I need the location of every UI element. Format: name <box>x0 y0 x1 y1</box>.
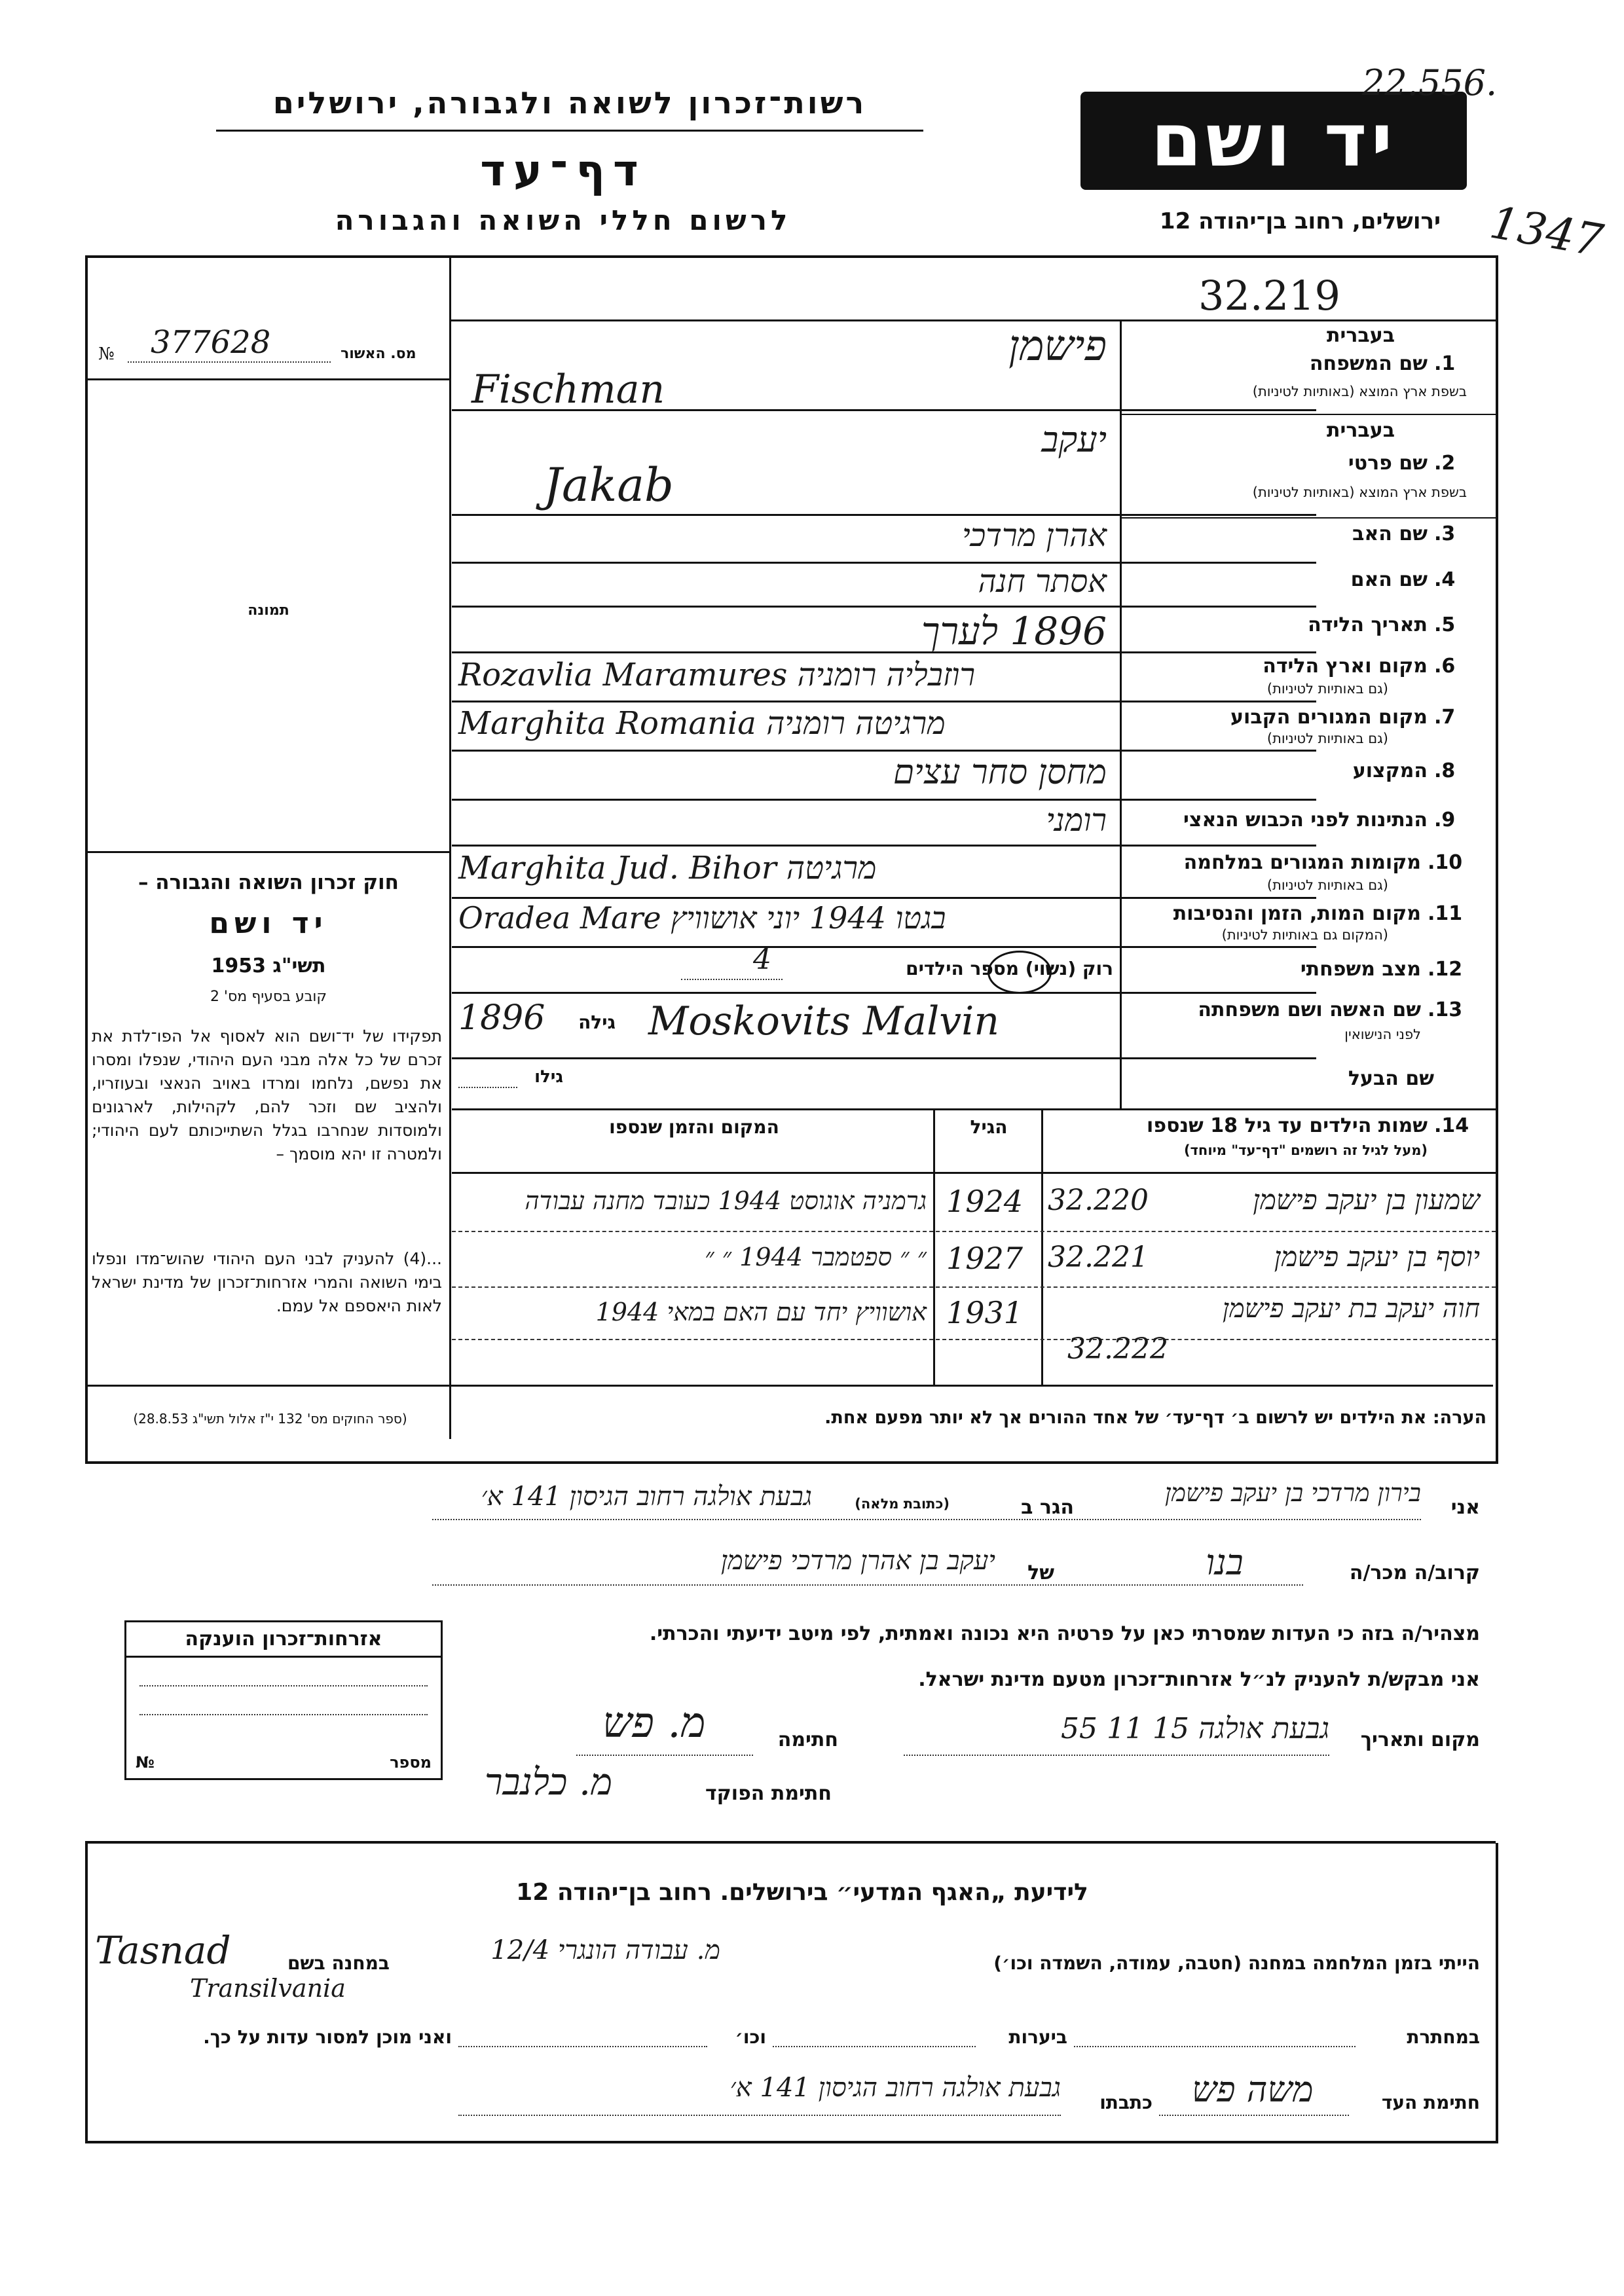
field-13-label: שם האשה ושם משפחתה <box>1198 998 1421 1021</box>
children-count-line <box>681 979 783 980</box>
field-11-num: 11. <box>1428 902 1463 925</box>
form-subtitle: לרשום חללי השואה והגבורה <box>335 204 792 236</box>
decl-line1: מצהיר/ה בזה כי העדות שמסרתי כאן על פרטיה היא נכונה ואמתית, לפי מיטב ידיעתי והכרתי. <box>649 1622 1480 1645</box>
field-1-heb-tag: בעברית <box>1327 324 1395 347</box>
bottom-line1: הייתי בזמן המלחמה במחנה (חטבה, עמודה, השמדה וכו׳) <box>993 1952 1480 1974</box>
row-sep-10 <box>452 897 1316 899</box>
child-3-no: 32.222 <box>1067 1332 1168 1366</box>
field-3-hw: אהרן מרדכי <box>962 517 1107 554</box>
child-row-line-3 <box>452 1339 1496 1340</box>
field-6-num: 6. <box>1434 655 1456 678</box>
husband-age-label: גילו <box>534 1067 563 1087</box>
bottom-title: לידיעת „האגף המדעי״ בירושלים. רחוב בן־יהודה 12 <box>516 1879 1088 1906</box>
decl-place-date-hw: גבעת אולגה 15 11 55 <box>1061 1712 1329 1745</box>
decl-relation-label: קרוב/ה מכר/ה <box>1349 1561 1480 1584</box>
field-4-label: שם האם <box>1350 568 1428 591</box>
witness-address-hw: גבעת אולגה רחוב הגיסון 141 א׳ <box>729 2073 1061 2103</box>
yad-vashem-logo <box>1080 92 1467 190</box>
address: ירושלים, רחוב בן־יהודה 12 <box>1159 208 1441 234</box>
decl-line2: אני מבקש/ת להעניק לנ״ל אזרחות־זכרון מטעם מדינת ישראל. <box>918 1668 1480 1691</box>
left-column-divider <box>449 255 451 1439</box>
field-2-label: שם פרטי <box>1348 452 1428 475</box>
field-4-hw: אסתר חנה <box>978 563 1107 600</box>
decl-relation-hw: בנו <box>1206 1542 1244 1583</box>
bottom-line1-hw: מ. עבודה הונגרי 12/4 <box>490 1935 720 1965</box>
field-11-sub: (המקום גם באותיות לטיניות) <box>1221 927 1388 943</box>
field-13-num: 13. <box>1428 998 1463 1021</box>
citizenship-box-line-1 <box>139 1685 428 1686</box>
col-age: הגיל <box>970 1116 1008 1138</box>
field-7-sub: (גם באותיות לטיניות) <box>1266 731 1388 746</box>
citizenship-box-title: אזרחות־זכרון הוענקה <box>126 1622 441 1658</box>
field-12-hw: 4 <box>753 943 771 976</box>
field-5-hw: 1896 לערך <box>921 609 1107 653</box>
citizenship-box-line-2 <box>139 1714 428 1715</box>
field-1-label: שם המשפחה <box>1309 352 1428 375</box>
field-11-hw: Oradea Mare בגטו 1944 יוני אושוויץ <box>458 900 946 936</box>
children-note: הערה: את הילדים יש לרשום ב׳ דף־עד׳ של אחד ההורים אך לא יותר מפעם אחת. <box>824 1408 1486 1428</box>
wife-age: 1896 <box>458 998 545 1038</box>
row-sep-12 <box>452 992 1316 994</box>
bottom-line-c <box>458 2046 707 2047</box>
bottom-top-rule <box>85 1841 1496 1844</box>
field-13-sub: לפני הנישואין <box>1344 1027 1421 1042</box>
child-2-no: 32.221 <box>1048 1241 1149 1274</box>
citizenship-box-sym: № <box>136 1753 155 1772</box>
photo-label: תמונה <box>248 602 289 619</box>
husband-age-line <box>458 1087 517 1088</box>
child-2-name: יוסף בן יעקב פישמן <box>1274 1241 1480 1273</box>
husband-label: שם הבעל <box>1348 1067 1434 1090</box>
bottom-ready: ואני מוכן למסור עדות על כך. <box>203 2026 452 2048</box>
child-1-name: שמעון בן יעקב פישמן <box>1253 1184 1480 1216</box>
sheet-number: 32.219 <box>1198 272 1340 319</box>
child-3-age: 1931 <box>946 1295 1024 1330</box>
field-7-label: מקום המגורים הקבוע <box>1230 706 1428 729</box>
bottom-line1-latin2: Transilvania <box>190 1974 346 2003</box>
field-13-hw: Moskovits Malvin <box>648 998 1000 1044</box>
logo-text: יד ושם <box>1151 98 1397 183</box>
bottom-line-a <box>1074 2046 1356 2047</box>
field-10-hw: Marghita Jud. Bihor מרגיטה <box>458 850 877 886</box>
decl-address-hw: גבעת אולגה רחוב הגיסון 141 א׳ <box>481 1482 812 1512</box>
field-1-hw-latin: Fischman <box>471 367 665 412</box>
row-sep-11 <box>452 946 1316 948</box>
field-10-sub: (גם באותיות לטיניות) <box>1266 877 1388 893</box>
child-row-line-1 <box>452 1231 1496 1232</box>
witness-sig-hw: משה פש <box>1192 2069 1314 2110</box>
witness-sig-line <box>1159 2115 1349 2116</box>
approval-no: 377628 <box>151 324 271 361</box>
field-10-num: 10. <box>1428 851 1463 874</box>
decl-of-hw: יעקב בן אהרן מרדכי פישמן <box>720 1546 995 1576</box>
row-sep-7 <box>452 750 1316 752</box>
field-1-sub: בשפת ארץ המוצא (באותיות לטיניות) <box>1252 384 1467 399</box>
law-clause: קובע בסעיף מס' 2 <box>210 989 327 1005</box>
handwritten-ref-top: 22.556. <box>1362 62 1498 103</box>
field-2-heb-tag: בעברית <box>1327 419 1395 442</box>
children-header-sep <box>452 1172 1496 1174</box>
field-2-hw-latin: Jakab <box>544 458 674 512</box>
child-row-line-2 <box>452 1286 1496 1288</box>
decl-i-label: אני <box>1450 1496 1480 1519</box>
row-sep-6 <box>452 701 1316 702</box>
child-1-no: 32.220 <box>1048 1184 1149 1217</box>
law-text-2: ...(4) להעניק לבני העם היהודי שהוש־מדו ונפלו בימי השואה והמרי אזרחות־זכרון של מדינת ישראל לאות היאספם אל עמם. <box>92 1249 442 1315</box>
children-subtitle: (מעל לגיל זה רושמים "דף־עד" מיוחד) <box>1183 1142 1428 1158</box>
decl-line-3 <box>904 1755 1329 1756</box>
field-10-label: מקומות המגורים במלחמה <box>1183 851 1421 874</box>
field-5-num: 5. <box>1434 613 1456 636</box>
bottom-camp-label: במחנה בשם <box>287 1952 390 1974</box>
row-sep-2b <box>1120 517 1496 519</box>
law-ref-separator <box>88 1385 1493 1387</box>
marital-options: רוק (נשוי) מספר הילדים <box>906 958 1113 979</box>
authority-name: רשות־זכרון לשואה ולגבורה, ירושלים <box>272 85 867 120</box>
child-2-place: ״ ״ ספטמבר 1944 ״ ״ <box>705 1243 927 1271</box>
child-3-name: חוה יעקב בת יעקב פישמן <box>1222 1294 1480 1324</box>
field-7-hw: Marghita Romania מרגיטה רומניה <box>458 705 946 742</box>
approval-no-line <box>128 361 331 363</box>
decl-i-hw: בירון מרדכי בן יעקב פישמן <box>1164 1478 1421 1507</box>
children-num: 14. <box>1434 1114 1469 1137</box>
law-ref: (ספר החוקים מס' 132 י"ז אלול תשי"ג 28.8.53) <box>133 1411 407 1427</box>
children-col-sep-2 <box>933 1108 935 1385</box>
field-9-hw: רומני <box>1046 802 1107 839</box>
field-1-num: 1. <box>1434 352 1456 375</box>
law-title: חוק זכרון השואה והגבורה – <box>138 871 399 894</box>
field-12-num: 12. <box>1428 958 1463 981</box>
decl-officer-label: חתימת הפוקד <box>705 1782 832 1805</box>
child-3-place: אושוויץ יחד עם האם במאי 1944 <box>595 1298 927 1326</box>
row-sep-1b <box>1120 414 1496 415</box>
field-9-num: 9. <box>1434 809 1456 831</box>
law-name: יד ושם <box>209 907 328 940</box>
row-sep-8 <box>452 799 1316 801</box>
field-6-label: מקום וארץ הלידה <box>1263 655 1428 678</box>
field-11-label: מקום המות, הזמן והנסיבות <box>1173 902 1421 925</box>
bottom-line1-latin: Tasnad <box>95 1928 231 1973</box>
field-9-label: הנתינות לפני הכבוש הנאצי <box>1183 809 1428 831</box>
law-year: תשי"ג 1953 <box>211 955 326 977</box>
decl-officer-hw: מ. כלנבר <box>485 1761 613 1804</box>
field-8-hw: מחסן סחר עצים <box>893 753 1107 792</box>
row-sep-14 <box>452 1108 1496 1110</box>
left-top-separator <box>88 378 449 380</box>
decl-line-2 <box>432 1584 1303 1586</box>
witness-sig-label: חתימת העד <box>1381 2092 1480 2113</box>
approval-no-label: מס. האשור <box>341 346 416 362</box>
bottom-partisans-label: ביערות <box>1008 2026 1067 2048</box>
field-7-num: 7. <box>1434 706 1456 729</box>
decl-resident-label: הגר ב <box>1021 1496 1074 1519</box>
witness-address-line <box>458 2115 1061 2116</box>
handwritten-ref-side: 1347 <box>1486 196 1607 268</box>
row-sep-2 <box>452 514 1316 516</box>
bottom-in-camp-label: במחתרת <box>1407 2026 1480 2048</box>
children-col-sep-1 <box>1041 1108 1043 1385</box>
label-column-divider <box>1120 319 1122 1108</box>
child-1-place: גרמניה אוגוסט 1944 כעובד מחנה עבודה <box>525 1186 927 1215</box>
child-1-age: 1924 <box>946 1184 1024 1219</box>
wife-age-label: גילה <box>578 1011 616 1033</box>
law-text: תפקידו של יד־ושם הוא לאסוף אל הפו־לדת את זכרם של כל אלה מבני העם היהודי, שנפלו ומסרו את נפשם, נלחמו ומרדו באויב הנאצי ובעוזריו, ולהציב שם וזכר להם, לקהילות, לארגונים ולמוסדות שנחרבו בגלל השתייכותם לעם היהודי; ולמטרה זו יהא מוסמך – <box>92 1027 442 1163</box>
row-sep-4 <box>452 606 1316 608</box>
bottom-line-b <box>773 2046 976 2047</box>
field-8-num: 8. <box>1434 759 1456 782</box>
field-2-hw-heb: יעקב <box>1041 419 1107 460</box>
authority-underline <box>216 130 923 132</box>
bottom-etc-label: וכו׳ <box>735 2026 766 2048</box>
form-title: דף־עד <box>480 145 646 196</box>
field-6-hw: Rozavlia Maramures רוזבליה רומניה <box>458 657 976 693</box>
decl-line-1 <box>432 1519 1421 1520</box>
citizenship-box <box>124 1620 443 1780</box>
row-sep-9 <box>452 845 1316 847</box>
field-1-hw-heb: פישמן <box>1008 322 1107 371</box>
top-band <box>449 319 1496 321</box>
witness-address-label: כתבתו <box>1099 2092 1153 2113</box>
citizenship-box-no: מספר <box>390 1753 432 1772</box>
married-circle <box>987 951 1052 994</box>
child-2-age: 1927 <box>946 1241 1024 1276</box>
children-title: שמות הילדים עד גיל 18 שנספו <box>1147 1114 1428 1137</box>
decl-place-date-label: מקום ותאריך <box>1360 1728 1480 1751</box>
field-5-label: תאריך הלידה <box>1308 613 1428 636</box>
photo-separator <box>88 851 449 853</box>
decl-of-label: של <box>1027 1561 1054 1584</box>
field-4-num: 4. <box>1434 568 1456 591</box>
approval-no-sym: № <box>98 344 115 364</box>
decl-line-4 <box>576 1755 753 1756</box>
field-2-sub: בשפת ארץ המוצא (באותיות לטיניות) <box>1252 484 1467 500</box>
field-2-num: 2. <box>1434 452 1456 475</box>
col-place: המקום והזמן שנספו <box>609 1116 779 1138</box>
field-3-num: 3. <box>1434 522 1456 545</box>
row-sep-13 <box>452 1057 1316 1059</box>
decl-address-sub: (כתובת מלאה) <box>855 1496 950 1512</box>
field-12-label: מצב משפחתי <box>1300 958 1421 981</box>
field-6-sub: (גם באותיות לטיניות) <box>1266 681 1388 697</box>
field-8-label: המקצוע <box>1352 759 1428 782</box>
field-3-label: שם האב <box>1352 522 1428 545</box>
decl-signature-label: חתימה <box>777 1728 838 1751</box>
decl-signature-hw: מ. פש <box>602 1699 706 1747</box>
